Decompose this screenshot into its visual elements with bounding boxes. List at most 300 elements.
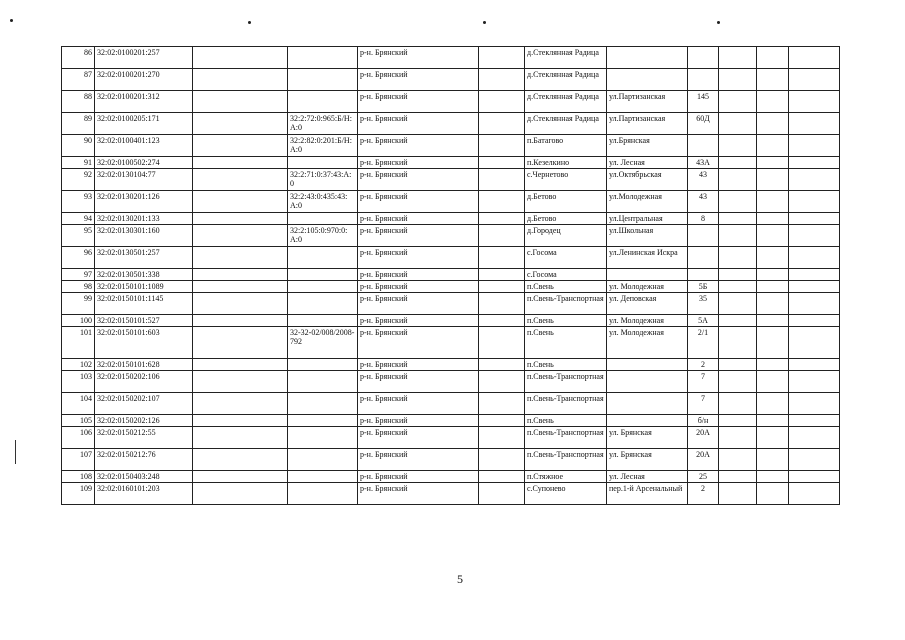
empty-cell <box>757 169 789 191</box>
empty-cell <box>479 315 525 327</box>
street-cell: ул. Молодежная <box>607 327 688 359</box>
district-cell: р-н. Брянский <box>358 427 479 449</box>
settlement-cell: п.Свень-Транспортная <box>525 427 607 449</box>
table-row <box>62 47 840 69</box>
district-cell: р-н. Брянский <box>358 415 479 427</box>
table-row <box>62 69 840 91</box>
district-cell: р-н. Брянский <box>358 393 479 415</box>
house-number-cell: 43 <box>688 191 719 213</box>
empty-cell <box>193 269 288 281</box>
settlement-cell: п.Стяжное <box>525 471 607 483</box>
empty-cell <box>757 483 789 505</box>
empty-cell <box>719 47 757 69</box>
empty-cell <box>479 135 525 157</box>
district-cell: р-н. Брянский <box>358 135 479 157</box>
empty-cell <box>757 281 789 293</box>
settlement-cell: п.Свень-Транспортная <box>525 449 607 471</box>
empty-cell <box>193 483 288 505</box>
previous-number-cell <box>288 157 358 169</box>
table-row <box>62 213 840 225</box>
house-number-cell <box>688 47 719 69</box>
row-number-cell: 100 <box>62 315 95 327</box>
empty-cell <box>789 135 840 157</box>
previous-number-cell <box>288 415 358 427</box>
table-row <box>62 315 840 327</box>
empty-cell <box>789 113 840 135</box>
previous-number-cell <box>288 359 358 371</box>
previous-number-cell <box>288 47 358 69</box>
empty-cell <box>479 371 525 393</box>
empty-cell <box>479 169 525 191</box>
empty-cell <box>479 393 525 415</box>
district-cell: р-н. Брянский <box>358 293 479 315</box>
empty-cell <box>789 91 840 113</box>
empty-cell <box>479 359 525 371</box>
empty-cell <box>757 247 789 269</box>
empty-cell <box>479 213 525 225</box>
empty-cell <box>193 247 288 269</box>
empty-cell <box>479 247 525 269</box>
district-cell: р-н. Брянский <box>358 327 479 359</box>
empty-cell <box>193 293 288 315</box>
district-cell: р-н. Брянский <box>358 113 479 135</box>
empty-cell <box>719 359 757 371</box>
empty-cell <box>479 281 525 293</box>
district-cell: р-н. Брянский <box>358 281 479 293</box>
house-number-cell: 2 <box>688 483 719 505</box>
table-row <box>62 169 840 191</box>
scan-dot <box>717 21 720 24</box>
empty-cell <box>719 191 757 213</box>
previous-number-cell <box>288 427 358 449</box>
register-table <box>61 46 840 505</box>
empty-cell <box>789 169 840 191</box>
empty-cell <box>193 393 288 415</box>
table-row <box>62 225 840 247</box>
previous-number-cell <box>288 281 358 293</box>
empty-cell <box>719 293 757 315</box>
row-number-cell: 86 <box>62 47 95 69</box>
house-number-cell: 60Д <box>688 113 719 135</box>
settlement-cell: п.Свень-Транспортная <box>525 293 607 315</box>
previous-number-cell <box>288 483 358 505</box>
previous-number-cell <box>288 371 358 393</box>
cadastral-number-cell: 32:02:0150101:603 <box>95 327 193 359</box>
empty-cell <box>757 157 789 169</box>
house-number-cell: 5Б <box>688 281 719 293</box>
table-row <box>62 327 840 359</box>
cadastral-number-cell: 32:02:0160101:203 <box>95 483 193 505</box>
street-cell <box>607 393 688 415</box>
street-cell: ул.Брянская <box>607 135 688 157</box>
cadastral-number-cell: 32:02:0100401:123 <box>95 135 193 157</box>
district-cell: р-н. Брянский <box>358 471 479 483</box>
previous-number-cell <box>288 91 358 113</box>
empty-cell <box>757 427 789 449</box>
house-number-cell: 43 <box>688 169 719 191</box>
empty-cell <box>789 327 840 359</box>
page-number: 5 <box>457 572 463 586</box>
empty-cell <box>479 415 525 427</box>
street-cell: ул.Школьная <box>607 225 688 247</box>
settlement-cell: д.Стеклянная Радица <box>525 69 607 91</box>
district-cell: р-н. Брянский <box>358 371 479 393</box>
empty-cell <box>193 191 288 213</box>
table-row <box>62 247 840 269</box>
empty-cell <box>719 69 757 91</box>
empty-cell <box>789 393 840 415</box>
row-number-cell: 103 <box>62 371 95 393</box>
empty-cell <box>757 471 789 483</box>
street-cell: ул.Молодежная <box>607 191 688 213</box>
empty-cell <box>193 315 288 327</box>
street-cell: ул. Лесная <box>607 471 688 483</box>
settlement-cell: п.Свень-Транспортная <box>525 393 607 415</box>
empty-cell <box>789 69 840 91</box>
cadastral-number-cell: 32:02:0130104:77 <box>95 169 193 191</box>
empty-cell <box>193 281 288 293</box>
empty-cell <box>719 169 757 191</box>
street-cell: ул. Брянская <box>607 449 688 471</box>
settlement-cell: д.Стеклянная Радица <box>525 91 607 113</box>
empty-cell <box>719 315 757 327</box>
empty-cell <box>757 449 789 471</box>
empty-cell <box>719 393 757 415</box>
row-number-cell: 109 <box>62 483 95 505</box>
empty-cell <box>789 191 840 213</box>
previous-number-cell: 32:2:43:0:435:43:А:0 <box>288 191 358 213</box>
previous-number-cell <box>288 393 358 415</box>
empty-cell <box>479 47 525 69</box>
district-cell: р-н. Брянский <box>358 449 479 471</box>
row-number-cell: 97 <box>62 269 95 281</box>
table-row <box>62 157 840 169</box>
empty-cell <box>479 471 525 483</box>
house-number-cell: 43А <box>688 157 719 169</box>
empty-cell <box>479 113 525 135</box>
previous-number-cell <box>288 69 358 91</box>
settlement-cell: п.Свень <box>525 359 607 371</box>
row-number-cell: 96 <box>62 247 95 269</box>
empty-cell <box>719 449 757 471</box>
house-number-cell: 7 <box>688 371 719 393</box>
cadastral-number-cell: 32:02:0150202:126 <box>95 415 193 427</box>
district-cell: р-н. Брянский <box>358 69 479 91</box>
row-number-cell: 94 <box>62 213 95 225</box>
empty-cell <box>757 327 789 359</box>
row-number-cell: 88 <box>62 91 95 113</box>
row-number-cell: 108 <box>62 471 95 483</box>
row-number-cell: 91 <box>62 157 95 169</box>
settlement-cell: д.Стеклянная Радица <box>525 47 607 69</box>
empty-cell <box>719 135 757 157</box>
cadastral-number-cell: 32:02:0150101:1089 <box>95 281 193 293</box>
empty-cell <box>193 471 288 483</box>
street-cell <box>607 69 688 91</box>
house-number-cell: 20А <box>688 427 719 449</box>
settlement-cell: д.Стеклянная Радица <box>525 113 607 135</box>
empty-cell <box>789 47 840 69</box>
previous-number-cell <box>288 247 358 269</box>
scan-dot <box>483 21 486 24</box>
empty-cell <box>789 213 840 225</box>
cadastral-number-cell: 32:02:0100201:257 <box>95 47 193 69</box>
empty-cell <box>757 113 789 135</box>
table-row <box>62 91 840 113</box>
empty-cell <box>789 315 840 327</box>
empty-cell <box>479 427 525 449</box>
empty-cell <box>193 371 288 393</box>
empty-cell <box>479 225 525 247</box>
street-cell: ул. Молодежная <box>607 315 688 327</box>
empty-cell <box>789 281 840 293</box>
empty-cell <box>719 427 757 449</box>
house-number-cell: 145 <box>688 91 719 113</box>
row-number-cell: 87 <box>62 69 95 91</box>
previous-number-cell <box>288 293 358 315</box>
empty-cell <box>193 135 288 157</box>
empty-cell <box>719 91 757 113</box>
empty-cell <box>719 415 757 427</box>
row-number-cell: 107 <box>62 449 95 471</box>
district-cell: р-н. Брянский <box>358 191 479 213</box>
settlement-cell: с.Госома <box>525 269 607 281</box>
cadastral-number-cell: 32:02:0150101:1145 <box>95 293 193 315</box>
settlement-cell: п.Свень <box>525 315 607 327</box>
street-cell: ул. Лесная <box>607 157 688 169</box>
empty-cell <box>789 449 840 471</box>
empty-cell <box>757 393 789 415</box>
empty-cell <box>757 269 789 281</box>
row-number-cell: 93 <box>62 191 95 213</box>
table-row <box>62 449 840 471</box>
empty-cell <box>193 427 288 449</box>
settlement-cell: п.Свень <box>525 327 607 359</box>
row-number-cell: 105 <box>62 415 95 427</box>
scan-dot <box>10 19 13 22</box>
empty-cell <box>789 415 840 427</box>
empty-cell <box>757 415 789 427</box>
empty-cell <box>193 91 288 113</box>
row-number-cell: 89 <box>62 113 95 135</box>
cadastral-number-cell: 32:02:0150212:55 <box>95 427 193 449</box>
empty-cell <box>757 315 789 327</box>
table-row <box>62 415 840 427</box>
settlement-cell: п.Свень-Транспортная <box>525 371 607 393</box>
house-number-cell: б/н <box>688 415 719 427</box>
empty-cell <box>193 327 288 359</box>
district-cell: р-н. Брянский <box>358 91 479 113</box>
empty-cell <box>719 281 757 293</box>
empty-cell <box>479 269 525 281</box>
row-number-cell: 99 <box>62 293 95 315</box>
previous-number-cell <box>288 471 358 483</box>
empty-cell <box>757 135 789 157</box>
empty-cell <box>789 225 840 247</box>
cadastral-number-cell: 32:02:0150101:527 <box>95 315 193 327</box>
cadastral-number-cell: 32:02:0130201:126 <box>95 191 193 213</box>
previous-number-cell: 32:2:71:0:37:43:А:0 <box>288 169 358 191</box>
house-number-cell: 5А <box>688 315 719 327</box>
previous-number-cell <box>288 213 358 225</box>
street-cell: ул.Центральная <box>607 213 688 225</box>
previous-number-cell: 32:2:72:0:965:Б/Н:А:0 <box>288 113 358 135</box>
empty-cell <box>719 371 757 393</box>
empty-cell <box>479 293 525 315</box>
street-cell: ул. Брянская <box>607 427 688 449</box>
house-number-cell: 25 <box>688 471 719 483</box>
house-number-cell <box>688 135 719 157</box>
street-cell: пер.1-й Арсенальный <box>607 483 688 505</box>
empty-cell <box>789 471 840 483</box>
empty-cell <box>789 483 840 505</box>
empty-cell <box>193 225 288 247</box>
empty-cell <box>719 157 757 169</box>
house-number-cell: 8 <box>688 213 719 225</box>
settlement-cell: с.Супонево <box>525 483 607 505</box>
empty-cell <box>479 483 525 505</box>
previous-number-cell: 32-32-02/008/2008-792 <box>288 327 358 359</box>
empty-cell <box>789 371 840 393</box>
street-cell <box>607 415 688 427</box>
house-number-cell <box>688 69 719 91</box>
table-row <box>62 427 840 449</box>
street-cell <box>607 269 688 281</box>
empty-cell <box>757 213 789 225</box>
street-cell: ул. Деповская <box>607 293 688 315</box>
table-row <box>62 293 840 315</box>
empty-cell <box>193 359 288 371</box>
previous-number-cell <box>288 449 358 471</box>
empty-cell <box>479 91 525 113</box>
cadastral-number-cell: 32:02:0150403:248 <box>95 471 193 483</box>
scan-line <box>15 440 16 464</box>
cadastral-number-cell: 32:02:0100205:171 <box>95 113 193 135</box>
settlement-cell: д.Бетово <box>525 191 607 213</box>
row-number-cell: 92 <box>62 169 95 191</box>
cadastral-number-cell: 32:02:0100201:312 <box>95 91 193 113</box>
district-cell: р-н. Брянский <box>358 213 479 225</box>
district-cell: р-н. Брянский <box>358 157 479 169</box>
empty-cell <box>789 269 840 281</box>
district-cell: р-н. Брянский <box>358 169 479 191</box>
empty-cell <box>193 213 288 225</box>
cadastral-number-cell: 32:02:0130301:160 <box>95 225 193 247</box>
row-number-cell: 98 <box>62 281 95 293</box>
empty-cell <box>757 47 789 69</box>
street-cell: ул.Партизанская <box>607 113 688 135</box>
empty-cell <box>757 371 789 393</box>
cadastral-number-cell: 32:02:0130501:338 <box>95 269 193 281</box>
table-row <box>62 113 840 135</box>
table-row <box>62 269 840 281</box>
cadastral-number-cell: 32:02:0150101:628 <box>95 359 193 371</box>
house-number-cell <box>688 225 719 247</box>
empty-cell <box>719 483 757 505</box>
settlement-cell: п.Свень <box>525 415 607 427</box>
empty-cell <box>719 225 757 247</box>
house-number-cell: 35 <box>688 293 719 315</box>
district-cell: р-н. Брянский <box>358 269 479 281</box>
previous-number-cell: 32:2:105:0:970:0:А:0 <box>288 225 358 247</box>
settlement-cell: п.Кезелкино <box>525 157 607 169</box>
row-number-cell: 90 <box>62 135 95 157</box>
previous-number-cell <box>288 315 358 327</box>
street-cell <box>607 359 688 371</box>
cadastral-number-cell: 32:02:0150202:106 <box>95 371 193 393</box>
street-cell: ул.Партизанская <box>607 91 688 113</box>
table-row <box>62 359 840 371</box>
empty-cell <box>789 157 840 169</box>
row-number-cell: 106 <box>62 427 95 449</box>
empty-cell <box>757 225 789 247</box>
empty-cell <box>193 69 288 91</box>
empty-cell <box>193 415 288 427</box>
house-number-cell: 20А <box>688 449 719 471</box>
settlement-cell: п.Батагово <box>525 135 607 157</box>
empty-cell <box>719 471 757 483</box>
street-cell <box>607 47 688 69</box>
district-cell: р-н. Брянский <box>358 483 479 505</box>
cadastral-number-cell: 32:02:0100502:274 <box>95 157 193 169</box>
previous-number-cell <box>288 269 358 281</box>
empty-cell <box>193 449 288 471</box>
cadastral-number-cell: 32:02:0100201:270 <box>95 69 193 91</box>
empty-cell <box>479 327 525 359</box>
table-row <box>62 471 840 483</box>
row-number-cell: 102 <box>62 359 95 371</box>
empty-cell <box>479 449 525 471</box>
house-number-cell <box>688 247 719 269</box>
district-cell: р-н. Брянский <box>358 247 479 269</box>
empty-cell <box>789 427 840 449</box>
empty-cell <box>789 359 840 371</box>
empty-cell <box>719 269 757 281</box>
cadastral-number-cell: 32:02:0150212:76 <box>95 449 193 471</box>
settlement-cell: д.Бетово <box>525 213 607 225</box>
house-number-cell: 2/1 <box>688 327 719 359</box>
table-row <box>62 281 840 293</box>
cadastral-number-cell: 32:02:0130201:133 <box>95 213 193 225</box>
settlement-cell: с.Чернетово <box>525 169 607 191</box>
street-cell: ул.Ленинская Искра <box>607 247 688 269</box>
empty-cell <box>479 69 525 91</box>
empty-cell <box>719 113 757 135</box>
table-row <box>62 191 840 213</box>
empty-cell <box>757 359 789 371</box>
street-cell: ул.Октябрьская <box>607 169 688 191</box>
previous-number-cell: 32:2:82:0:201:Б/Н:А:0 <box>288 135 358 157</box>
street-cell: ул. Молодежная <box>607 281 688 293</box>
row-number-cell: 104 <box>62 393 95 415</box>
empty-cell <box>789 293 840 315</box>
empty-cell <box>719 213 757 225</box>
district-cell: р-н. Брянский <box>358 225 479 247</box>
cadastral-number-cell: 32:02:0150202:107 <box>95 393 193 415</box>
empty-cell <box>789 247 840 269</box>
empty-cell <box>193 113 288 135</box>
empty-cell <box>719 247 757 269</box>
empty-cell <box>193 157 288 169</box>
empty-cell <box>757 91 789 113</box>
district-cell: р-н. Брянский <box>358 47 479 69</box>
row-number-cell: 95 <box>62 225 95 247</box>
district-cell: р-н. Брянский <box>358 315 479 327</box>
table-row <box>62 393 840 415</box>
row-number-cell: 101 <box>62 327 95 359</box>
house-number-cell: 7 <box>688 393 719 415</box>
settlement-cell: п.Свень <box>525 281 607 293</box>
